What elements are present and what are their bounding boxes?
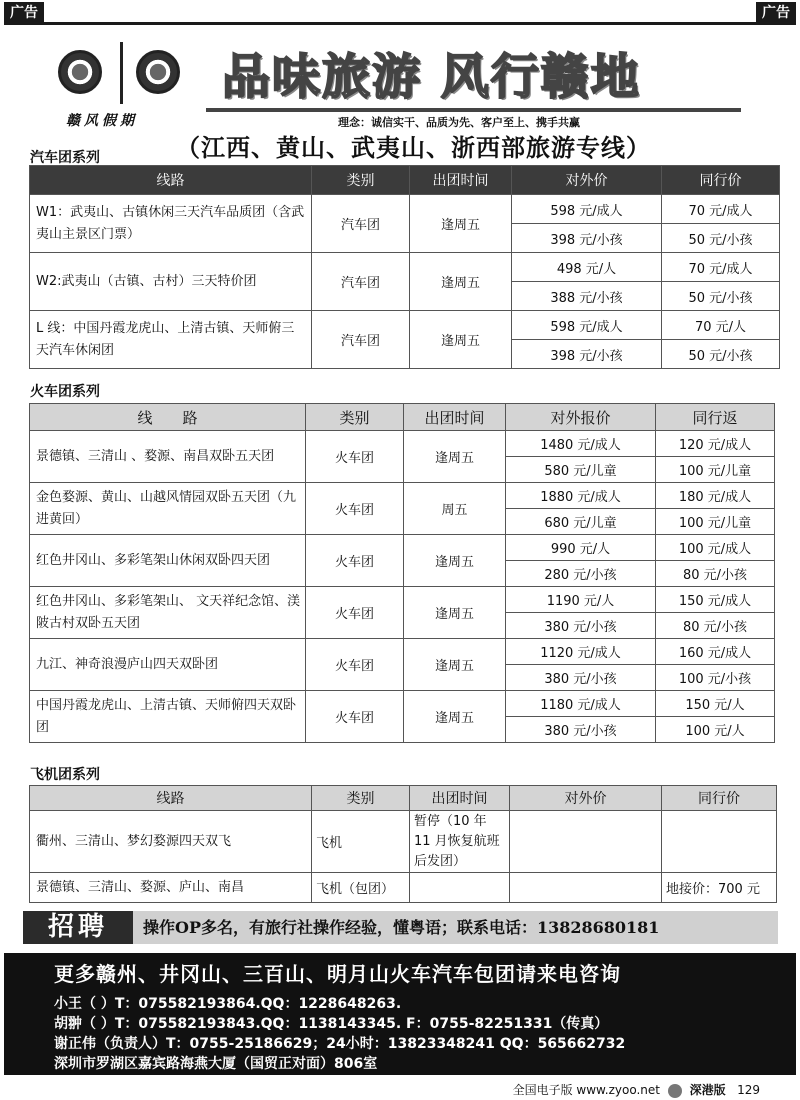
table-row <box>30 811 777 873</box>
type-cell: 火车团 <box>306 587 404 639</box>
table-row <box>30 311 780 340</box>
time-cell: 逢周五 <box>404 587 506 639</box>
column-header: 同行价 <box>662 786 777 811</box>
peer-price-cell: 80 元/小孩 <box>656 561 775 587</box>
ad-tag-left: 广告 <box>4 2 44 24</box>
emblem-icon <box>58 50 102 94</box>
price-cell: 388 元/小孩 <box>512 282 662 311</box>
contact-line: 胡翀（ ）T：075582193843.QQ：1138143345. F：0755-82251331（传真） <box>54 1016 609 1032</box>
price-cell: 1190 元/人 <box>506 587 656 613</box>
peer-price-cell: 50 元/小孩 <box>662 224 780 253</box>
price-cell: 380 元/小孩 <box>506 665 656 691</box>
contact-headline: 更多赣州、井冈山、三百山、明月山火车汽车包团请来电咨询 <box>54 962 621 986</box>
table-header-row <box>30 404 775 431</box>
peer-price-cell: 70 元/成人 <box>662 253 780 282</box>
route-cell: W1：武夷山、古镇休闲三天汽车品质团（含武夷山主景区门票） <box>30 195 312 253</box>
table-row <box>30 873 777 903</box>
route-cell: 金色婺源、黄山、山越风情园双卧五天团（九进黄回） <box>30 483 306 535</box>
peer-price-cell: 100 元/人 <box>656 717 775 743</box>
peer-price-cell <box>662 811 777 873</box>
table-row <box>30 691 775 717</box>
route-cell: 红色井冈山、多彩笔架山休闲双卧四天团 <box>30 535 306 587</box>
route-cell: W2:武夷山（古镇、古村）三天特价团 <box>30 253 312 311</box>
table-row <box>30 639 775 665</box>
recruit-label: 招聘 <box>23 911 133 944</box>
column-header: 出团时间 <box>410 166 512 195</box>
type-cell: 汽车团 <box>312 195 410 253</box>
route-cell: 红色井冈山、多彩笔架山、 文天祥纪念馆、渼陂古村双卧五天团 <box>30 587 306 639</box>
type-cell: 飞机（包团） <box>312 873 410 903</box>
peer-price-cell: 地接价：700 元 <box>662 873 777 903</box>
price-cell: 398 元/小孩 <box>512 224 662 253</box>
type-cell: 飞机 <box>312 811 410 873</box>
price-cell: 680 元/儿童 <box>506 509 656 535</box>
footer-edition: 深港版 <box>689 1083 726 1097</box>
slogan-underline <box>206 108 741 112</box>
price-cell: 380 元/小孩 <box>506 717 656 743</box>
address-line: 深圳市罗湖区嘉宾路海燕大厦（国贸正对面）806室 <box>54 1056 378 1072</box>
table-row <box>30 431 775 457</box>
table-row <box>30 587 775 613</box>
time-cell: 逢周五 <box>404 535 506 587</box>
motto: 理念：诚信实干、品质为先、客户至上、携手共赢 <box>338 116 580 129</box>
route-cell: 中国丹霞龙虎山、上清古镇、天师俯四天双卧团 <box>30 691 306 743</box>
route-cell: 景德镇、三清山、婺源、庐山、南昌 <box>30 873 312 903</box>
price-cell: 1880 元/成人 <box>506 483 656 509</box>
column-header: 线路 <box>30 166 312 195</box>
price-cell <box>510 811 662 873</box>
column-header: 对外价 <box>512 166 662 195</box>
subtitle: （江西、黄山、武夷山、浙西部旅游专线） <box>176 134 651 162</box>
table-row <box>30 483 775 509</box>
footer-site: 全国电子版 www.zyoo.net <box>512 1083 660 1097</box>
column-header: 同行返 <box>656 404 775 431</box>
table-row <box>30 195 780 224</box>
plane-table <box>29 785 777 903</box>
plane-section-title: 飞机团系列 <box>30 767 100 783</box>
column-header: 类别 <box>306 404 404 431</box>
price-cell: 380 元/小孩 <box>506 613 656 639</box>
price-cell: 498 元/人 <box>512 253 662 282</box>
column-header: 类别 <box>312 786 410 811</box>
peer-price-cell: 70 元/人 <box>662 311 780 340</box>
peer-price-cell: 50 元/小孩 <box>662 282 780 311</box>
bus-section-title: 汽车团系列 <box>30 150 100 166</box>
peer-price-cell: 100 元/成人 <box>656 535 775 561</box>
type-cell: 火车团 <box>306 483 404 535</box>
time-cell: 逢周五 <box>404 431 506 483</box>
peer-price-cell: 180 元/成人 <box>656 483 775 509</box>
recruit-text: 操作OP多名，有旅行社操作经验，懂粤语；联系电话：13828680181 <box>143 918 660 937</box>
time-cell: 逢周五 <box>410 311 512 369</box>
route-cell: 九江、神奇浪漫庐山四天双卧团 <box>30 639 306 691</box>
time-cell <box>410 873 510 903</box>
page-number: 129 <box>737 1083 760 1097</box>
type-cell: 汽车团 <box>312 253 410 311</box>
route-cell: 景德镇、三清山 、婺源、南昌双卧五天团 <box>30 431 306 483</box>
peer-price-cell: 70 元/成人 <box>662 195 780 224</box>
peer-price-cell: 80 元/小孩 <box>656 613 775 639</box>
ad-tag-right: 广告 <box>756 2 796 24</box>
peer-price-cell: 160 元/成人 <box>656 639 775 665</box>
logo <box>58 36 208 129</box>
logo-divider <box>120 42 123 104</box>
time-cell: 逢周五 <box>404 691 506 743</box>
price-cell: 598 元/成人 <box>512 311 662 340</box>
time-cell: 逢周五 <box>410 253 512 311</box>
route-cell: L 线：中国丹霞龙虎山、上清古镇、天师俯三天汽车休闲团 <box>30 311 312 369</box>
price-cell: 1480 元/成人 <box>506 431 656 457</box>
peer-price-cell: 150 元/成人 <box>656 587 775 613</box>
peer-price-cell: 100 元/小孩 <box>656 665 775 691</box>
time-cell: 周五 <box>404 483 506 535</box>
type-cell: 火车团 <box>306 639 404 691</box>
column-header: 线路 <box>30 786 312 811</box>
column-header: 线 路 <box>30 404 306 431</box>
price-cell: 1180 元/成人 <box>506 691 656 717</box>
price-cell: 280 元/小孩 <box>506 561 656 587</box>
logo-icon <box>668 1084 682 1098</box>
peer-price-cell: 100 元/儿童 <box>656 457 775 483</box>
train-table <box>29 403 775 743</box>
footer <box>513 1081 760 1098</box>
price-cell: 990 元/人 <box>506 535 656 561</box>
price-cell: 598 元/成人 <box>512 195 662 224</box>
column-header: 对外报价 <box>506 404 656 431</box>
column-header: 类别 <box>312 166 410 195</box>
type-cell: 火车团 <box>306 691 404 743</box>
time-cell: 逢周五 <box>410 195 512 253</box>
top-rule <box>4 22 796 25</box>
brand-name: 赣风假期 <box>66 113 138 129</box>
table-header-row <box>30 786 777 811</box>
recruit-banner <box>23 911 778 944</box>
column-header: 出团时间 <box>404 404 506 431</box>
emblem-icon <box>136 50 180 94</box>
peer-price-cell: 120 元/成人 <box>656 431 775 457</box>
table-row <box>30 253 780 282</box>
column-header: 出团时间 <box>410 786 510 811</box>
slogan: 品味旅游 风行赣地 <box>222 49 641 105</box>
type-cell: 火车团 <box>306 535 404 587</box>
type-cell: 汽车团 <box>312 311 410 369</box>
column-header: 同行价 <box>662 166 780 195</box>
contact-block <box>4 953 796 1075</box>
contact-line: 小王（ ）T：075582193864.QQ：1228648263. <box>54 996 402 1012</box>
bus-table <box>29 165 780 369</box>
price-cell <box>510 873 662 903</box>
time-cell: 暂停（10 年 11 月恢复航班后发团） <box>410 811 510 873</box>
route-cell: 衢州、三清山、梦幻婺源四天双飞 <box>30 811 312 873</box>
type-cell: 火车团 <box>306 431 404 483</box>
time-cell: 逢周五 <box>404 639 506 691</box>
price-cell: 398 元/小孩 <box>512 340 662 369</box>
table-header-row <box>30 166 780 195</box>
column-header: 对外价 <box>510 786 662 811</box>
peer-price-cell: 150 元/人 <box>656 691 775 717</box>
price-cell: 1120 元/成人 <box>506 639 656 665</box>
table-row <box>30 535 775 561</box>
train-section-title: 火车团系列 <box>30 384 100 400</box>
peer-price-cell: 100 元/儿童 <box>656 509 775 535</box>
peer-price-cell: 50 元/小孩 <box>662 340 780 369</box>
contact-line: 谢正伟（负责人）T：0755-25186629；24小时：13823348241 QQ：565662732 <box>54 1036 626 1052</box>
price-cell: 580 元/儿童 <box>506 457 656 483</box>
